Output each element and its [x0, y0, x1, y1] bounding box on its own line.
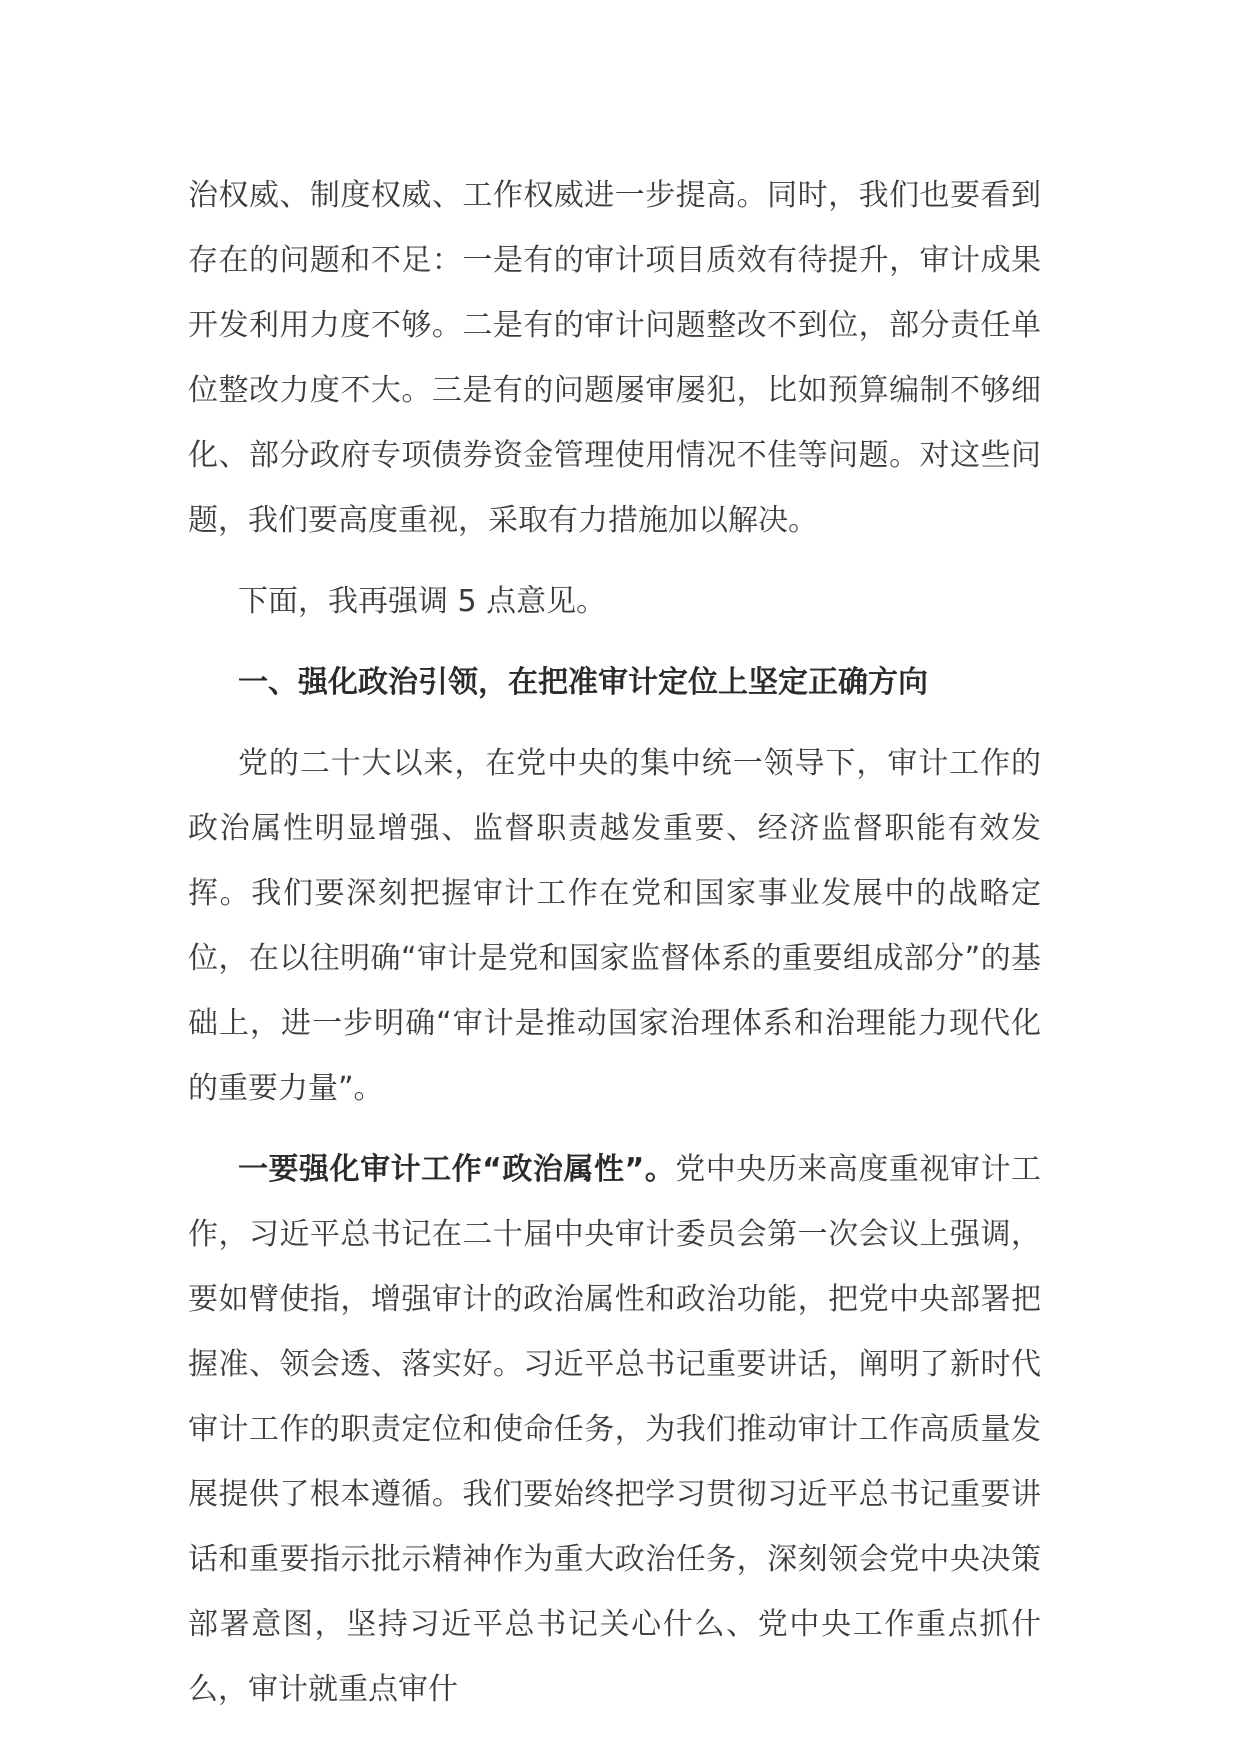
document-body	[188, 163, 1041, 1722]
body-paragraph-intro: 下面，我再强调 5 点意见。	[238, 584, 607, 619]
body-paragraph-problems: 治权威、制度权威、工作权威进一步提高。同时，我们也要看到存在的问题和不足：一是有的审计项目质效有待提升，审计成果开发利用力度不够。二是有的审计问题整改不到位，部分责任单位整改力度不大。三是有的问题屡审屡犯，比如预算编制不够细化、部分政府专项债券资金管理使用情况不佳等问题。对这些问题，我们要高度重视，采取有力措施加以解决。	[188, 178, 1041, 538]
paragraph-body-text: 党中央历来高度重视审计工作，习近平总书记在二十届中央审计委员会第一次会议上强调，要如臂使指，增强审计的政治属性和政治功能，把党中央部署把握准、领会透、落实好。习近平总书记重要讲话，阐明了新时代审计工作的职责定位和使命任务，为我们推动审计工作高质量发展提供了根本遵循。我们要始终把学习贯彻习近平总书记重要讲话和重要指示批示精神作为重大政治任务，深刻领会党中央决策部署意图，坚持习近平总书记关心什么、党中央工作重点抓什么，审计就重点审什	[188, 1152, 1042, 1707]
body-paragraph-political-attribute	[188, 1137, 1041, 1722]
body-paragraph-positioning: 党的二十大以来，在党中央的集中统一领导下，审计工作的政治属性明显增强、监督职责越发重要、经济监督职能有效发挥。我们要深刻把握审计工作在党和国家事业发展中的战略定位，在以往明确“审计是党和国家监督体系的重要组成部分”的基础上，进一步明确“审计是推动国家治理体系和治理能力现代化的重要力量”。	[188, 746, 1041, 1106]
section-heading: 一、强化政治引领，在把准审计定位上坚定正确方向	[238, 665, 928, 700]
paragraph-lead-in: 一要强化审计工作“政治属性”。	[238, 1152, 676, 1187]
